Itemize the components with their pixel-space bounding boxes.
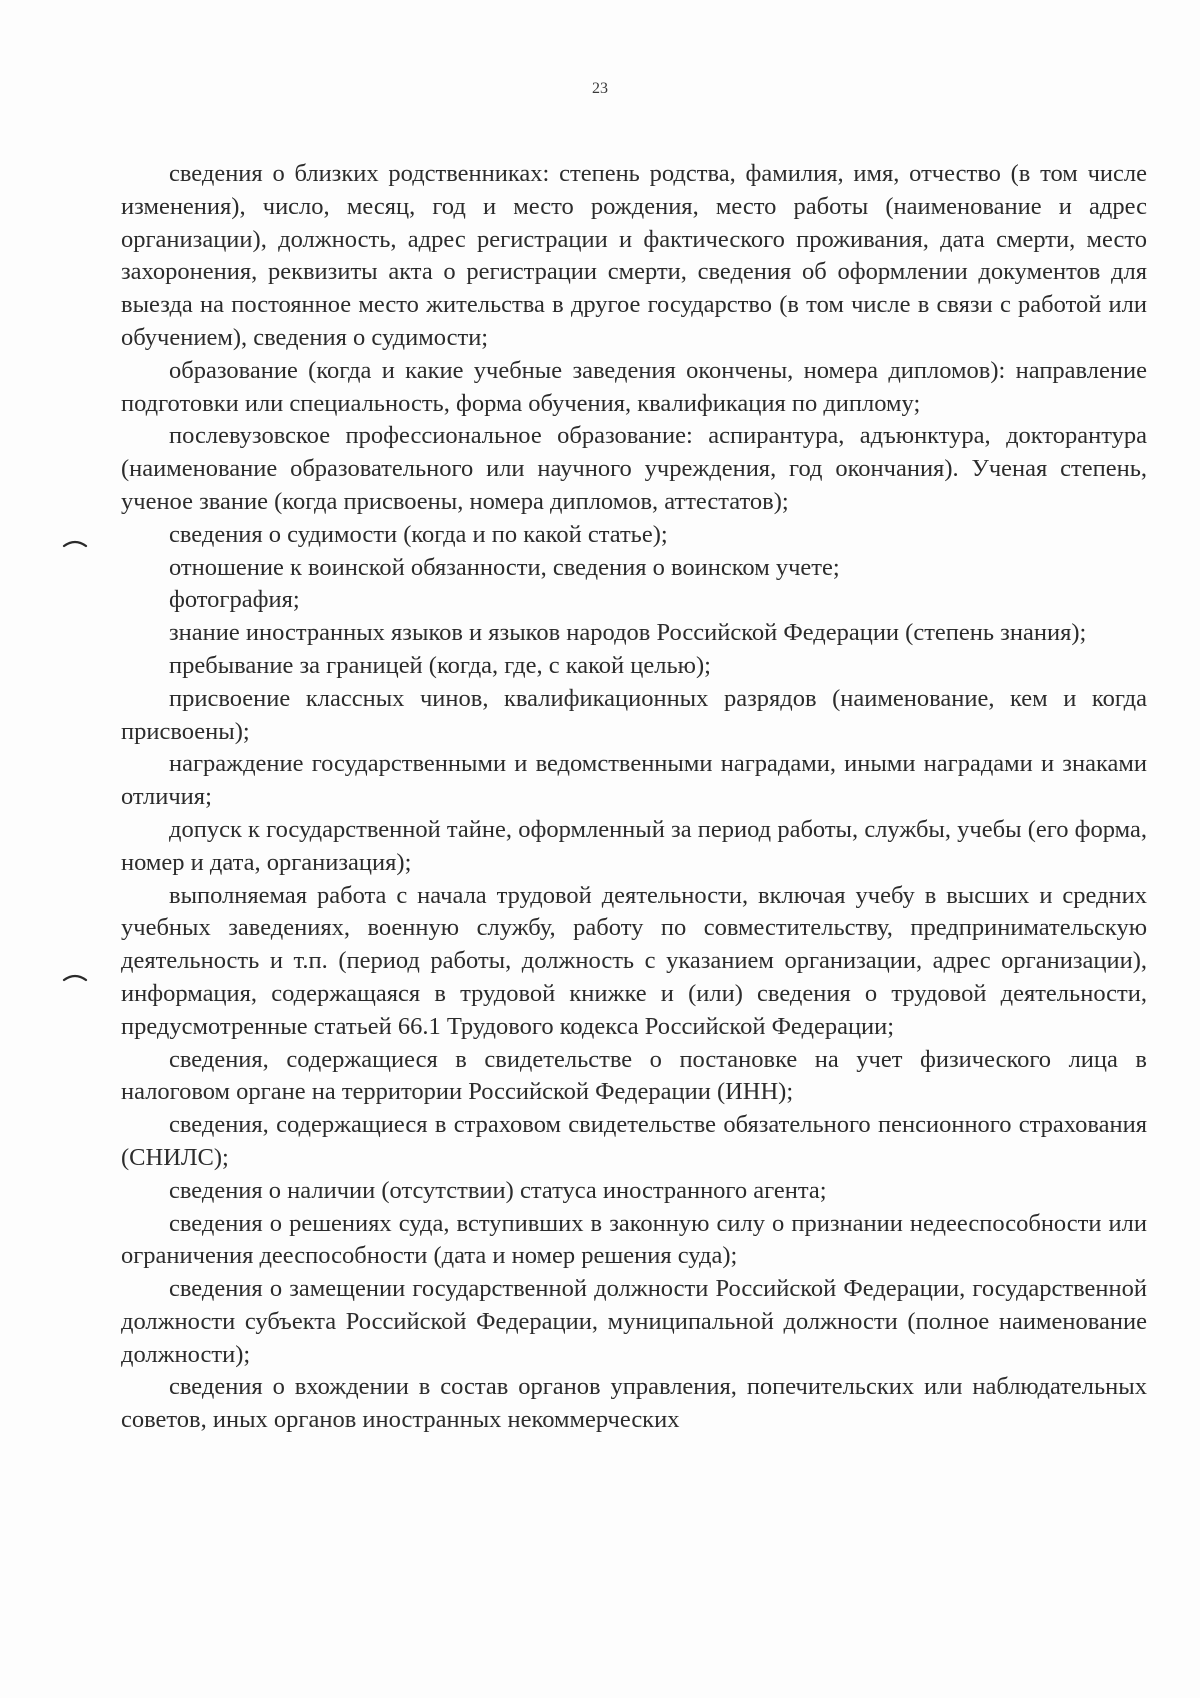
paragraph-state-position: сведения о замещении государственной должности Российской Федерации, государственной должности субъекта Российской Федерации, муниципальной должности (полное наименование должности); xyxy=(121,1275,1147,1368)
paragraph-work-history: выполняемая работа с начала трудовой деятельности, включая учебу в высших и средних учебных заведениях, военную службу, работу по совместительству, предпринимательскую деятельность и т.п. (период работы, должность с указанием организации, адрес организации), информация, содержащаяся в трудовой книжке и (или) сведения о трудовой деятельности, предусмотренные статьей 66.1 Трудового кодекса Российской Федерации; xyxy=(121,881,1147,1040)
paragraph-criminal-record: сведения о судимости (когда и по какой статье); xyxy=(169,520,668,548)
paragraph-state-secret: допуск к государственной тайне, оформленный за период работы, службы, учебы (его форма, номер и дата, организация); xyxy=(121,815,1147,876)
paragraph-governing-bodies: сведения о вхождении в состав органов управления, попечительских или наблюдательных советов, иных органов иностранных некоммерческих xyxy=(121,1373,1147,1434)
margin-bracket-mark-icon xyxy=(62,972,88,982)
page-number: 23 xyxy=(592,80,608,97)
paragraph-foreign-agent: сведения о наличии (отсутствии) статуса иностранного агента; xyxy=(169,1176,827,1204)
margin-bracket-mark-icon xyxy=(62,538,88,548)
paragraph-education: образование (когда и какие учебные заведения окончены, номера дипломов): направление подготовки или специальность, форма обучения, квалификация по диплому; xyxy=(121,356,1147,417)
paragraph-languages: знание иностранных языков и языков народов Российской Федерации (степень знания); xyxy=(169,619,1087,647)
paragraph-snils: сведения, содержащиеся в страховом свидетельстве обязательного пенсионного страхования (СНИЛС); xyxy=(121,1111,1147,1171)
paragraph-relatives: сведения о близких родственниках: степень родства, фамилия, имя, отчество (в том числе изменения), число, месяц, год и место рождения, место работы (наименование и адрес организации), должность, адрес регистрации и фактического проживания, дата смерти, место захоронения, реквизиты акта о регистрации смерти, сведения об оформлении документов для выезда на постоянное место жительства в другое государство (в том числе в связи с работой или обучением), сведения о судимости; xyxy=(121,160,1147,351)
paragraph-inn: сведения, содержащиеся в свидетельстве о постановке на учет физического лица в налоговом органе на территории Российской Федерации (ИНН); xyxy=(121,1045,1147,1106)
paragraph-abroad: пребывание за границей (когда, где, с какой целью); xyxy=(169,651,711,679)
paragraph-ranks: присвоение классных чинов, квалификационных разрядов (наименование, кем и когда присвоены); xyxy=(121,684,1147,745)
paragraph-postgraduate: послевузовское профессиональное образование: аспирантура, адъюнктура, докторантура (наименование образовательного или научного учреждения, год окончания). Ученая степень, ученое звание (когда присвоены, номера дипломов, аттестатов); xyxy=(121,422,1147,515)
paragraph-military: отношение к воинской обязанности, сведения о воинском учете; xyxy=(169,553,840,581)
document-body xyxy=(121,158,1147,1437)
paragraph-photo: фотография; xyxy=(169,586,300,614)
paragraph-court-decisions: сведения о решениях суда, вступивших в законную силу о признании недееспособности или ограничения дееспособности (дата и номер решения суда); xyxy=(121,1209,1147,1270)
paragraph-awards: награждение государственными и ведомственными наградами, иными наградами и знаками отличия; xyxy=(121,750,1147,811)
